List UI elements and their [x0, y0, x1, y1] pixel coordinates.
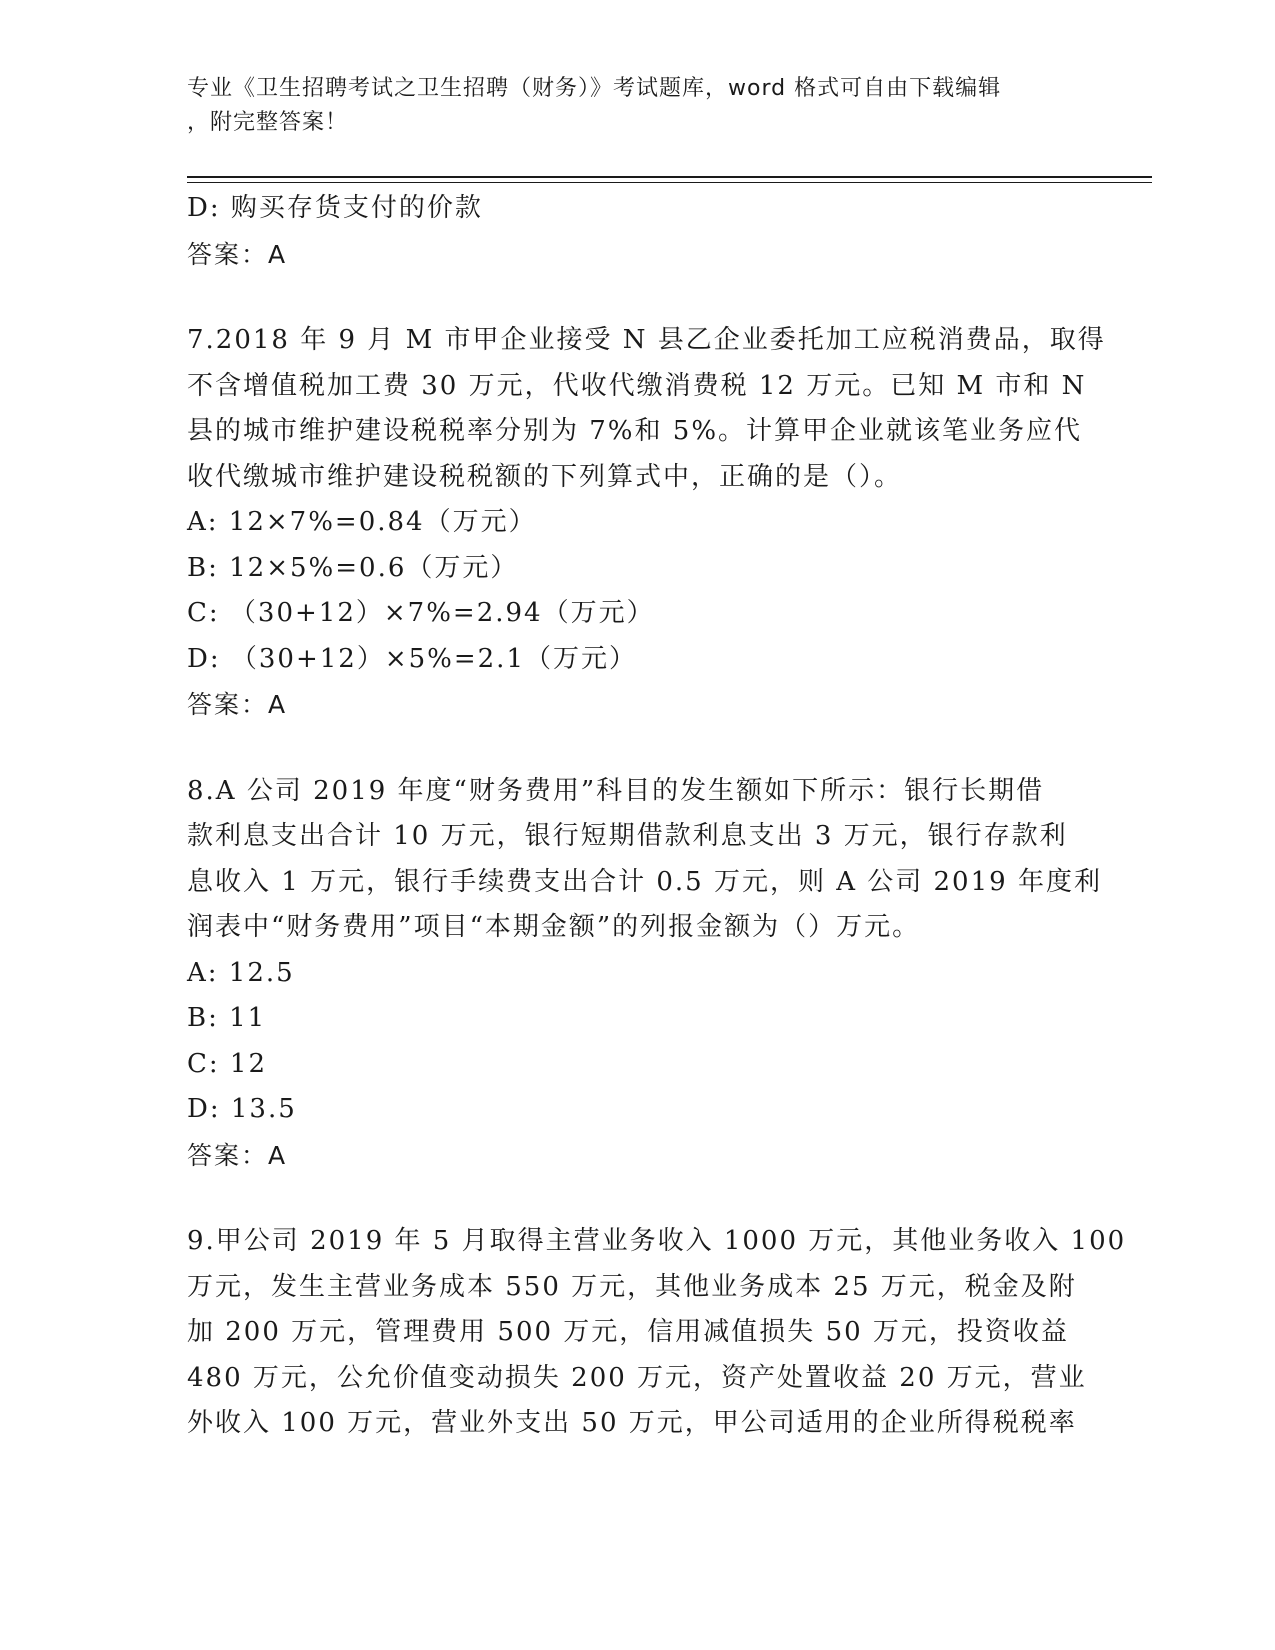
- option-a: A: 12×7%=0.84（万元）: [187, 507, 537, 537]
- option-b: B: 11: [187, 1003, 267, 1033]
- question-9: [187, 1219, 1127, 1447]
- option-a: A: 12.5: [187, 957, 295, 988]
- answer-line: 答案：A: [187, 239, 288, 269]
- question-line: 480 万元，公允价值变动损失 200 万元，资产处置收益 20 万元，营业: [187, 1362, 1087, 1393]
- previous-question-tail: [187, 186, 1087, 277]
- question-7: [187, 318, 1106, 728]
- question-line: 润表中“财务费用”项目“本期金额”的列报金额为（）万元。: [187, 912, 921, 942]
- option-c: C: （30+12）×7%=2.94（万元）: [187, 598, 655, 628]
- question-line: 款利息支出合计 10 万元，银行短期借款利息支出 3 万元，银行存款利: [187, 821, 1068, 851]
- question-line: 不含增值税加工费 30 万元，代收代缴消费税 12 万元。已知 M 市和 N: [187, 370, 1087, 401]
- header-line-2: ，附完整答案！: [187, 110, 349, 135]
- option-b: B: 12×5%=0.6（万元）: [187, 552, 519, 583]
- header-line-1: 专业《卫生招聘考试之卫生招聘（财务）》考试题库，word 格式可自由下载编辑: [187, 76, 1002, 101]
- page-header: [187, 72, 1087, 140]
- question-line: 息收入 1 万元，银行手续费支出合计 0.5 万元，则 A 公司 2019 年度利: [187, 866, 1102, 897]
- document-body: [187, 186, 1127, 1447]
- option-d: D: 13.5: [187, 1094, 297, 1124]
- question-line: 万元，发生主营业务成本 550 万元，其他业务成本 25 万元，税金及附: [187, 1271, 1077, 1302]
- option-d: D: （30+12）×5%=2.1（万元）: [187, 643, 637, 674]
- header-divider-thin: [187, 182, 1152, 183]
- question-line: 8.A 公司 2019 年度“财务费用”科目的发生额如下所示：银行长期借: [187, 775, 1045, 806]
- answer-line: 答案：A: [187, 690, 288, 719]
- answer-line: 答案：A: [187, 1140, 288, 1170]
- question-8: [187, 769, 1102, 1179]
- option-c: C: 12: [187, 1048, 268, 1079]
- question-line: 外收入 100 万元，营业外支出 50 万元，甲公司适用的企业所得税税率: [187, 1408, 1077, 1438]
- question-line: 县的城市维护建设税税率分别为 7%和 5%。计算甲企业就该笔业务应代: [187, 416, 1083, 446]
- question-line: 加 200 万元，管理费用 500 万元，信用减值损失 50 万元，投资收益: [187, 1317, 1069, 1347]
- question-line: 收代缴城市维护建设税税额的下列算式中，正确的是（）。: [187, 461, 903, 492]
- question-line: 7.2018 年 9 月 M 市甲企业接受 N 县乙企业委托加工应税消费品，取得: [187, 325, 1106, 355]
- spacer: [187, 728, 1087, 769]
- option-d: D: 购买存货支付的价款: [187, 193, 483, 223]
- header-divider-thick: [187, 176, 1152, 178]
- spacer: [187, 1178, 1087, 1219]
- spacer: [187, 277, 1087, 318]
- question-line: 9.甲公司 2019 年 5 月取得主营业务收入 1000 万元，其他业务收入 100: [187, 1226, 1127, 1256]
